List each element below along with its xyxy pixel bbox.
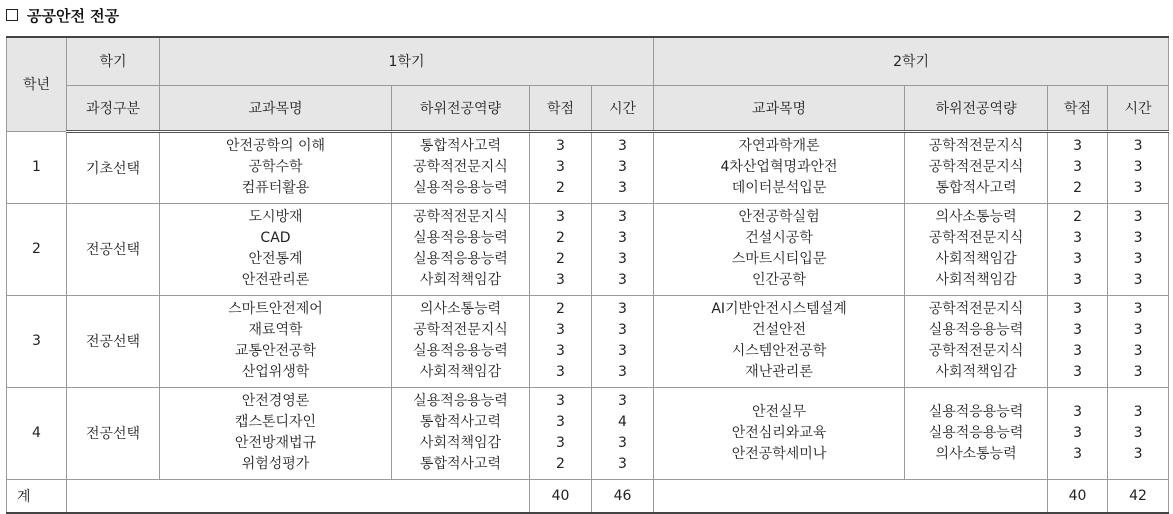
sem1-hours-line: 3	[618, 230, 627, 246]
sem1-hours-line: 3	[618, 456, 627, 472]
sem1-competency-line: 실용적응용능력	[413, 230, 508, 246]
header-sem2-hours: 시간	[1108, 85, 1169, 131]
sem2-course-line: 재난관리론	[745, 364, 813, 380]
sem2-course-line: 안전공학세미나	[731, 445, 827, 462]
sem1-course-line: 공학수학	[248, 159, 303, 175]
sem2-credits-cell	[1048, 387, 1108, 479]
sem2-competency-cell	[905, 131, 1048, 203]
sem1-credits-line: 3	[556, 435, 565, 451]
total-sem1-credits: 40	[530, 479, 592, 513]
sem1-competency-line: 통합적사고력	[419, 414, 502, 430]
sem1-credits-line: 2	[556, 230, 565, 246]
sem2-course-cell	[654, 295, 905, 387]
sem2-credits-line: 3	[1073, 272, 1082, 288]
sem2-hours-line: 3	[1133, 343, 1143, 359]
category-cell: 전공선택	[67, 387, 160, 479]
sem2-competency-line: 의사소통능력	[935, 445, 1017, 462]
sem1-course-cell	[160, 203, 392, 295]
sem2-competency-line: 공학적전문지식	[928, 138, 1024, 154]
sem1-credits-line: 3	[556, 393, 565, 409]
sem1-competency-cell	[392, 295, 530, 387]
sem1-hours-line: 3	[618, 272, 627, 288]
sem2-hours-line: 3	[1133, 364, 1143, 380]
sem2-hours-line: 3	[1133, 209, 1143, 225]
curriculum-table	[6, 36, 1169, 514]
header-sem1-course: 교과목명	[160, 85, 392, 131]
sem2-course-line: 데이터분석입문	[731, 180, 827, 196]
sem1-hours-line: 3	[618, 393, 627, 409]
sem1-hours-cell	[592, 131, 654, 203]
sem2-course-cell	[654, 387, 905, 479]
sem2-competency-line: 사회적책임감	[935, 272, 1017, 288]
sem2-course-line: 안전심리와교육	[731, 424, 827, 441]
sem2-course-line: 안전실무	[751, 403, 807, 420]
sem1-hours-line: 3	[618, 138, 627, 154]
sem2-credits-cell	[1048, 295, 1108, 387]
sem2-hours-cell	[1108, 387, 1169, 479]
sem1-course-line: 교통안전공학	[234, 343, 317, 359]
sem2-competency-line: 사회적책임감	[935, 364, 1017, 380]
sem2-course-cell	[654, 131, 905, 203]
sem2-hours-line: 3	[1133, 230, 1143, 246]
header-sem1-credits: 학점	[530, 85, 592, 131]
sem2-credits-line: 3	[1073, 159, 1082, 175]
sem2-competency-line: 공학적전문지식	[928, 230, 1024, 246]
sem2-course-line: 시스템안전공학	[731, 343, 827, 359]
sem1-hours-line: 3	[618, 251, 627, 267]
sem1-competency-line: 의사소통능력	[419, 301, 502, 317]
sem1-hours-line: 3	[618, 322, 627, 338]
total-label: 계	[7, 479, 67, 513]
category-cell: 전공선택	[67, 295, 160, 387]
sem2-course-line: 건설안전	[751, 322, 807, 338]
sem2-competency-line: 실용적응용능력	[928, 322, 1024, 338]
sem2-credits-line: 3	[1073, 230, 1082, 246]
sem1-competency-line: 실용적응용능력	[413, 343, 508, 359]
sem1-competency-line: 통합적사고력	[419, 138, 502, 154]
sem1-course-line: 스마트안전제어	[228, 301, 323, 317]
sem1-competency-cell	[392, 203, 530, 295]
sem2-hours-line: 3	[1133, 403, 1143, 420]
sem1-credits-cell	[530, 131, 592, 203]
sem2-competency-cell	[905, 295, 1048, 387]
sem1-competency-line: 사회적책임감	[419, 272, 502, 288]
sem2-hours-line: 3	[1133, 138, 1143, 154]
header-sem1: 1학기	[160, 37, 654, 85]
sem2-competency-line: 실용적응용능력	[928, 424, 1024, 441]
sem2-hours-line: 3	[1133, 159, 1143, 175]
sem1-credits-line: 3	[556, 209, 565, 225]
sem1-course-cell	[160, 131, 392, 203]
sem2-credits-cell	[1048, 203, 1108, 295]
sem1-hours-cell	[592, 387, 654, 479]
sem1-course-line: 안전공학의 이해	[225, 138, 326, 154]
sem2-credits-line: 2	[1073, 209, 1082, 225]
sem1-credits-line: 3	[556, 159, 565, 175]
sem2-credits-line: 3	[1073, 364, 1082, 380]
sem2-competency-line: 공학적전문지식	[928, 301, 1024, 317]
sem2-credits-line: 3	[1073, 424, 1082, 441]
sem2-hours-line: 3	[1133, 251, 1143, 267]
checkbox-square-icon	[6, 9, 18, 21]
sem2-hours-line: 3	[1133, 424, 1143, 441]
sem1-course-cell	[160, 387, 392, 479]
total-sem2-hours: 42	[1108, 479, 1169, 513]
header-sem1-hours: 시간	[592, 85, 654, 131]
sem2-competency-line: 실용적응용능력	[928, 403, 1024, 420]
sem1-course-line: 안전방재법규	[234, 435, 317, 451]
sem1-competency-line: 실용적응용능력	[413, 251, 508, 267]
header-sem2-competency: 하위전공역량	[905, 85, 1048, 131]
sem2-hours-line: 3	[1133, 322, 1143, 338]
section-heading	[6, 4, 119, 26]
sem1-hours-line: 3	[618, 435, 627, 451]
sem1-credits-line: 2	[556, 456, 565, 472]
total-blank-sem2	[654, 479, 1048, 513]
header-sem1-competency: 하위전공역량	[392, 85, 530, 131]
total-blank-sem1	[67, 479, 530, 513]
sem1-course-line: 위험성평가	[241, 456, 310, 472]
sem2-credits-line: 3	[1073, 251, 1082, 267]
sem1-competency-line: 사회적책임감	[419, 364, 502, 380]
sem1-hours-cell	[592, 295, 654, 387]
sem1-hours-line: 3	[618, 159, 627, 175]
year-cell: 1	[7, 131, 67, 203]
sem2-credits-cell	[1048, 131, 1108, 203]
sem1-credits-line: 2	[556, 251, 565, 267]
category-cell: 기초선택	[67, 131, 160, 203]
sem2-credits-line: 2	[1073, 180, 1082, 196]
sem2-hours-cell	[1108, 295, 1169, 387]
sem2-credits-line: 3	[1073, 138, 1082, 154]
sem2-hours-line: 3	[1133, 301, 1143, 317]
sem1-credits-line: 3	[556, 414, 565, 430]
sem2-course-line: 건설시공학	[745, 230, 813, 246]
sem1-course-line: 컴퓨터활용	[241, 180, 310, 196]
year-row	[7, 387, 1169, 479]
sem2-competency-line: 의사소통능력	[935, 209, 1017, 225]
header-row-2	[7, 85, 1169, 131]
sem2-hours-line: 3	[1133, 272, 1143, 288]
sem2-competency-cell	[905, 203, 1048, 295]
sem1-credits-cell	[530, 387, 592, 479]
total-sem2-credits: 40	[1048, 479, 1108, 513]
header-semester: 학기	[67, 37, 160, 85]
section-title: 공공안전 전공	[27, 6, 120, 25]
sem2-course-line: 스마트시티입문	[731, 251, 827, 267]
year-rows	[7, 131, 1169, 479]
sem1-hours-line: 3	[618, 343, 627, 359]
sem2-hours-line: 3	[1133, 180, 1143, 196]
sem1-course-line: CAD	[260, 230, 291, 246]
sem1-hours-line: 3	[618, 301, 627, 317]
sem1-hours-line: 4	[618, 414, 627, 430]
total-sem1-hours: 46	[592, 479, 654, 513]
sem1-credits-cell	[530, 295, 592, 387]
header-year: 학년	[7, 37, 67, 131]
sem2-course-line: 인간공학	[751, 272, 807, 288]
sem1-credits-line: 3	[556, 272, 565, 288]
sem2-credits-line: 3	[1073, 322, 1082, 338]
sem1-competency-cell	[392, 387, 530, 479]
sem1-credits-line: 3	[556, 364, 565, 380]
sem2-course-line: AI기반안전시스템설계	[711, 301, 847, 317]
sem2-hours-cell	[1108, 203, 1169, 295]
year-cell: 2	[7, 203, 67, 295]
sem1-course-line: 산업위생학	[241, 364, 310, 380]
sem1-credits-line: 3	[556, 138, 565, 154]
year-cell: 3	[7, 295, 67, 387]
sem2-course-line: 자연과학개론	[738, 138, 820, 154]
header-sem2-course: 교과목명	[654, 85, 905, 131]
sem1-credits-line: 3	[556, 322, 565, 338]
sem2-credits-line: 3	[1073, 343, 1082, 359]
sem2-competency-line: 통합적사고력	[935, 180, 1017, 196]
header-row-1	[7, 37, 1169, 85]
sem1-credits-cell	[530, 203, 592, 295]
sem1-hours-cell	[592, 203, 654, 295]
sem1-course-line: 안전관리론	[241, 272, 310, 288]
sem1-hours-line: 3	[618, 209, 627, 225]
sem2-course-line: 4차산업혁명과안전	[720, 159, 838, 175]
sem1-competency-line: 공학적전문지식	[413, 209, 508, 225]
sem2-competency-line: 사회적책임감	[935, 251, 1017, 267]
sem1-competency-line: 사회적책임감	[419, 435, 502, 451]
sem1-competency-line: 통합적사고력	[419, 456, 502, 472]
sem1-competency-line: 실용적응용능력	[413, 180, 508, 196]
sem1-credits-line: 2	[556, 180, 565, 196]
sem1-credits-line: 3	[556, 343, 565, 359]
sem1-course-line: 안전경영론	[241, 393, 310, 409]
sem2-course-line: 안전공학실험	[738, 209, 820, 225]
sem2-credits-line: 3	[1073, 403, 1082, 420]
sem2-hours-cell	[1108, 131, 1169, 203]
sem1-competency-line: 공학적전문지식	[413, 322, 508, 338]
header-sem2: 2학기	[654, 37, 1169, 85]
sem2-competency-line: 공학적전문지식	[928, 343, 1024, 359]
sem1-course-cell	[160, 295, 392, 387]
year-row	[7, 203, 1169, 295]
sem1-hours-line: 3	[618, 180, 627, 196]
header-sem2-credits: 학점	[1048, 85, 1108, 131]
year-row	[7, 295, 1169, 387]
sem1-competency-cell	[392, 131, 530, 203]
sem1-course-line: 안전통계	[248, 251, 303, 267]
header-category: 과정구분	[67, 85, 160, 131]
sem1-competency-line: 실용적응용능력	[413, 393, 508, 409]
sem2-competency-cell	[905, 387, 1048, 479]
year-row	[7, 131, 1169, 203]
year-cell: 4	[7, 387, 67, 479]
sem2-credits-line: 3	[1073, 301, 1082, 317]
sem1-credits-line: 2	[556, 301, 565, 317]
sem1-course-line: 도시방재	[248, 209, 303, 225]
sem1-competency-line: 공학적전문지식	[413, 159, 508, 175]
sem1-course-line: 캡스톤디자인	[234, 414, 317, 430]
sem2-credits-line: 3	[1073, 445, 1082, 462]
sem2-course-cell	[654, 203, 905, 295]
sem1-hours-line: 3	[618, 364, 627, 380]
sem1-course-line: 재료역학	[248, 322, 303, 338]
total-row	[7, 479, 1169, 513]
category-cell: 전공선택	[67, 203, 160, 295]
sem2-competency-line: 공학적전문지식	[928, 159, 1024, 175]
sem2-hours-line: 3	[1133, 445, 1143, 462]
